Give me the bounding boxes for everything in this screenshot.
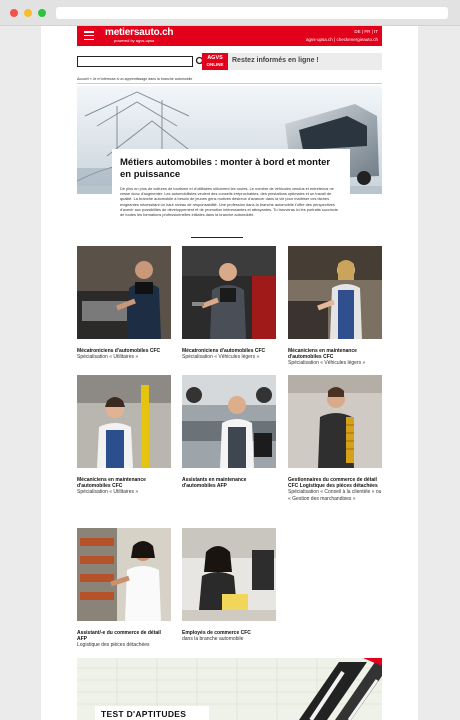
language-switcher[interactable]: DE | FR | IT xyxy=(354,29,378,34)
profession-card[interactable] xyxy=(288,375,382,502)
profession-card[interactable] xyxy=(182,375,276,489)
profession-title: Employés de commerce CFC xyxy=(182,630,251,636)
article-divider xyxy=(191,237,243,238)
partner-links[interactable]: agvs-upsa.ch | checkenergieauto.ch xyxy=(306,37,378,42)
search-row xyxy=(77,53,382,70)
agvs-online-banner[interactable] xyxy=(202,53,382,70)
profession-subtitle: dans la branche automobile xyxy=(182,636,244,643)
breadcrumb-divider xyxy=(77,83,382,84)
profession-card[interactable] xyxy=(77,528,171,649)
profession-photo xyxy=(77,375,171,468)
profession-photo xyxy=(288,375,382,468)
profession-subtitle: Spécialisation « Véhicules légers » xyxy=(288,360,366,367)
intro-text: De plus en plus de voitures de tourisme et d'utilitaires sillonnent les routes. Le nombre de véhicules vendus et entretenus ne cesse donc d'augmenter. Les automobilistes veulent des conseils irréprochables, des prestations optimales et un travail de qualité. La branche automobile a besoin de jeunes gens motivés désireux d'avancer dans la vie pour maîtriser ces tâches exigeantes nécessitant un haut niveau de responsabilité. Une profession dans la branche automobile t'offre des perspectives d'avenir aux possibilités de développement et de promotion intéressantes et attrayantes. Tu trouveras ici les portraits succincts de toutes les formations professionnelles initiales dans la branche automobile. xyxy=(120,186,338,218)
profession-photo xyxy=(77,528,171,621)
profession-card[interactable] xyxy=(288,246,382,367)
close-window-dot[interactable] xyxy=(10,9,18,17)
profession-subtitle: Spécialisation « Conseil à la clientèle » ou « Gestion des marchandises » xyxy=(288,489,382,502)
search-input[interactable] xyxy=(77,56,193,67)
page-title: Métiers automobiles : monter à bord et monter en puissance xyxy=(120,157,331,180)
maximize-window-dot[interactable] xyxy=(38,9,46,17)
profession-photo xyxy=(288,246,382,339)
profession-title: Assistant/-e du commerce de détail AFP xyxy=(77,630,161,643)
minimize-window-dot[interactable] xyxy=(24,9,32,17)
profession-title: Mécaniciens en maintenance d'automobiles CFC xyxy=(288,348,357,361)
profession-subtitle: Spécialisation « Utilitaires » xyxy=(77,489,139,496)
site-logo[interactable]: metiersauto.ch xyxy=(105,27,174,38)
aptitude-test-banner[interactable] xyxy=(77,658,382,720)
agvs-badge-line2: ONLINE xyxy=(206,62,224,67)
profession-photo xyxy=(77,246,171,339)
profession-title: Assistants en maintenance d'automobiles AFP xyxy=(182,477,247,490)
agvs-badge-line1: AGVS xyxy=(207,55,223,61)
profession-photo xyxy=(182,528,276,621)
site-logo-subtitle: powered by agvs-upsa xyxy=(114,38,155,43)
profession-title: Mécatroniciens d'automobiles CFC xyxy=(182,348,266,354)
profession-title: Mécaniciens en maintenance d'automobiles CFC xyxy=(77,477,146,490)
profession-card[interactable] xyxy=(182,528,276,642)
profession-card[interactable] xyxy=(77,375,171,496)
profession-card[interactable] xyxy=(77,246,171,360)
agvs-badge xyxy=(202,53,228,70)
profession-photo xyxy=(182,246,276,339)
profession-subtitle: Spécialisation « Véhicules légers » xyxy=(182,354,260,361)
browser-chrome xyxy=(0,0,460,26)
profession-card[interactable] xyxy=(182,246,276,360)
aptitude-test-title: TEST D'APTITUDES xyxy=(95,706,209,720)
profession-title: Gestionnaires du commerce de détail CFC Logistique des pièces détachées xyxy=(288,477,378,490)
profession-subtitle: Logistique des pièces détachées xyxy=(77,642,150,649)
profession-photo xyxy=(182,375,276,468)
menu-icon[interactable] xyxy=(84,31,94,40)
profession-subtitle: Spécialisation « Utilitaires » xyxy=(77,354,139,361)
profession-title: Mécatroniciens d'automobiles CFC xyxy=(77,348,161,354)
agvs-banner-text: Restez informés en ligne ! xyxy=(232,57,319,64)
intro-article xyxy=(112,149,350,237)
site-header xyxy=(77,26,382,46)
breadcrumb[interactable]: Accueil » Je m'intéresse à un apprentissage dans la branche automobile xyxy=(77,77,193,81)
page xyxy=(41,26,418,720)
address-bar[interactable] xyxy=(56,7,448,19)
